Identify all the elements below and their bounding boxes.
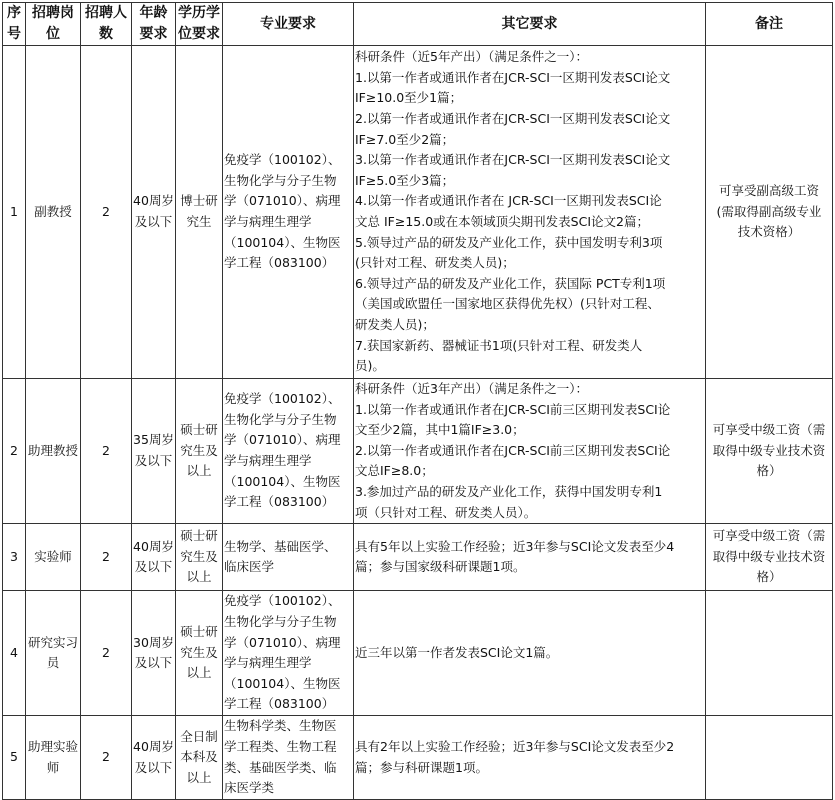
other-line: 科研条件（近3年产出）（满足条件之一）： — [355, 381, 588, 396]
other-line: 具有5年以上实验工作经验；近3年参与SCI论文发表至少4 — [355, 538, 675, 554]
major-line: 免疫学（100102）、 — [224, 391, 341, 407]
cell-other — [354, 716, 706, 800]
note-line: 格） — [756, 569, 782, 585]
other-line: IF≥10.0至少1篇； — [355, 90, 463, 106]
header-position: 招聘岗位 — [26, 3, 81, 46]
major-line: 生物化学与分子生物 — [224, 613, 337, 629]
cell-note — [706, 524, 833, 591]
cell-other — [354, 591, 706, 716]
major-line: 免疫学（100102）、 — [224, 152, 341, 168]
other-line: 员)。 — [355, 358, 385, 374]
cell-degree: 博士研究生 — [176, 46, 223, 379]
cell-seq: 3 — [3, 524, 26, 591]
header-other: 其它要求 — [354, 3, 706, 46]
other-line: 具有2年以上实验工作经验；近3年参与SCI论文发表至少2 — [355, 739, 675, 755]
major-line: 临床医学 — [224, 559, 275, 575]
header-degree: 学历学位要求 — [176, 3, 223, 46]
table-row — [3, 46, 833, 379]
note-line: 技术资格） — [737, 224, 801, 240]
major-line: 生物化学与分子生物 — [224, 411, 337, 427]
cell-seq: 5 — [3, 716, 26, 800]
major-line: 床医学类 — [224, 780, 275, 796]
cell-degree: 硕士研究生及以上 — [176, 524, 223, 591]
note-line: 可享受中级工资（需 — [712, 528, 826, 544]
major-line: 学（071010）、病理 — [224, 193, 341, 209]
cell-age: 40周岁及以下 — [132, 716, 176, 800]
recruitment-table — [2, 2, 833, 800]
cell-position: 副教授 — [26, 46, 81, 379]
cell-major — [223, 716, 354, 800]
cell-degree: 硕士研究生及以上 — [176, 379, 223, 524]
major-line: 生物化学与分子生物 — [224, 172, 337, 188]
note-line: 可享受副高级工资 — [718, 183, 819, 199]
cell-degree: 全日制本科及以上 — [176, 716, 223, 800]
other-line: 项（只针对工程、研发类人员）。 — [355, 504, 537, 520]
header-count: 招聘人数 — [81, 3, 132, 46]
cell-major — [223, 379, 354, 524]
cell-major — [223, 46, 354, 379]
other-line: 科研条件（近5年产出）（满足条件之一）： — [355, 49, 588, 65]
note-line: 取得中级专业技术资 — [712, 548, 826, 564]
cell-position: 助理实验师 — [26, 716, 81, 800]
other-line: 1.以第一作者或通讯作者在JCR-SCI一区期刊发表SCI论文 — [355, 69, 671, 85]
other-line: 文总IF≥8.0； — [355, 463, 434, 479]
other-line: 篇；参与国家级科研课题1项。 — [355, 559, 526, 575]
major-line: （100104）、生物医 — [224, 675, 341, 691]
cell-count: 2 — [81, 591, 132, 716]
cell-count: 2 — [81, 379, 132, 524]
other-line: 7.获国家新药、器械证书1项(只针对工程、研发类人 — [355, 337, 643, 353]
cell-age: 30周岁及以下 — [132, 591, 176, 716]
major-line: 免疫学（100102）、 — [224, 593, 341, 609]
major-line: 学与病理生理学 — [224, 655, 312, 671]
cell-count: 2 — [81, 524, 132, 591]
cell-degree: 硕士研究生及以上 — [176, 591, 223, 716]
header-row — [3, 3, 833, 46]
cell-other — [354, 524, 706, 591]
header-seq: 序号 — [3, 3, 26, 46]
cell-seq: 1 — [3, 46, 26, 379]
major-line: 生物学、基础医学、 — [224, 538, 337, 554]
cell-age: 35周岁及以下 — [132, 379, 176, 524]
major-line: 学与病理生理学 — [224, 453, 312, 469]
other-line: 研发类人员)； — [355, 316, 435, 332]
cell-position: 研究实习员 — [26, 591, 81, 716]
note-line: 格） — [756, 463, 782, 479]
other-line: 1.以第一作者或通讯作者在JCR-SCI前三区期刊发表SCI论 — [355, 401, 671, 417]
other-line: 文总 IF≥15.0或在本领域顶尖期刊发表SCI论文2篇； — [355, 214, 649, 229]
other-line: 2.以第一作者或通讯作者在JCR-SCI一区期刊发表SCI论文 — [355, 111, 671, 127]
cell-note — [706, 46, 833, 379]
cell-note — [706, 716, 833, 800]
header-note: 备注 — [706, 3, 833, 46]
other-line: 4.以第一作者或通讯作者在 JCR-SCI一区期刊发表SCI论 — [355, 193, 662, 209]
table-row — [3, 591, 833, 716]
table-row — [3, 379, 833, 524]
other-line: 6.领导过产品的研发及产业化工作，获国际 PCT专利1项 — [355, 275, 666, 291]
table-row — [3, 716, 833, 800]
other-line: （美国或欧盟任一国家地区获得优先权）(只针对工程、 — [355, 296, 660, 312]
cell-age: 40周岁及以下 — [132, 46, 176, 379]
cell-age: 40周岁及以下 — [132, 524, 176, 591]
cell-other — [354, 46, 706, 379]
major-line: （100104）、生物医 — [224, 234, 341, 250]
cell-position: 助理教授 — [26, 379, 81, 524]
cell-count: 2 — [81, 716, 132, 800]
note-line: (需取得副高级专业 — [716, 203, 822, 219]
major-line: 学工程（083100） — [224, 696, 335, 712]
cell-other — [354, 379, 706, 524]
major-line: 学与病理生理学 — [224, 214, 312, 229]
other-line: IF≥7.0至少2篇； — [355, 131, 455, 147]
note-line: 可享受中级工资（需 — [712, 422, 826, 438]
cell-note — [706, 379, 833, 524]
header-age: 年龄要求 — [132, 3, 176, 46]
other-line: 文至少2篇，其中1篇IF≥3.0； — [355, 422, 525, 438]
other-line: IF≥5.0至少3篇； — [355, 172, 455, 188]
major-line: 学（071010）、病理 — [224, 634, 341, 650]
major-line: 生物科学类、生物医 — [224, 718, 337, 734]
major-line: 类、基础医学类、临 — [224, 759, 337, 775]
major-line: 学（071010）、病理 — [224, 432, 341, 448]
cell-note — [706, 591, 833, 716]
other-line: (只针对工程、研发类人员)； — [355, 255, 515, 271]
cell-seq: 4 — [3, 591, 26, 716]
cell-seq: 2 — [3, 379, 26, 524]
major-line: （100104）、生物医 — [224, 473, 341, 489]
major-line: 学工程（083100） — [224, 255, 335, 271]
cell-position: 实验师 — [26, 524, 81, 591]
other-line: 5.领导过产品的研发及产业化工作，获中国发明专利3项 — [355, 234, 663, 250]
table-row — [3, 524, 833, 591]
cell-count: 2 — [81, 46, 132, 379]
note-line: 取得中级专业技术资 — [712, 442, 826, 458]
other-line: 3.参加过产品的研发及产业化工作，获得中国发明专利1 — [355, 483, 663, 499]
cell-major — [223, 524, 354, 591]
cell-major — [223, 591, 354, 716]
other-line: 3.以第一作者或通讯作者在JCR-SCI一区期刊发表SCI论文 — [355, 152, 671, 168]
other-line: 篇；参与科研课题1项。 — [355, 759, 488, 775]
major-line: 学工程类、生物工程 — [224, 739, 337, 755]
other-line: 近三年以第一作者发表SCI论文1篇。 — [355, 644, 559, 660]
header-major: 专业要求 — [223, 3, 354, 46]
major-line: 学工程（083100） — [224, 494, 335, 510]
other-line: 2.以第一作者或通讯作者在JCR-SCI前三区期刊发表SCI论 — [355, 442, 671, 458]
